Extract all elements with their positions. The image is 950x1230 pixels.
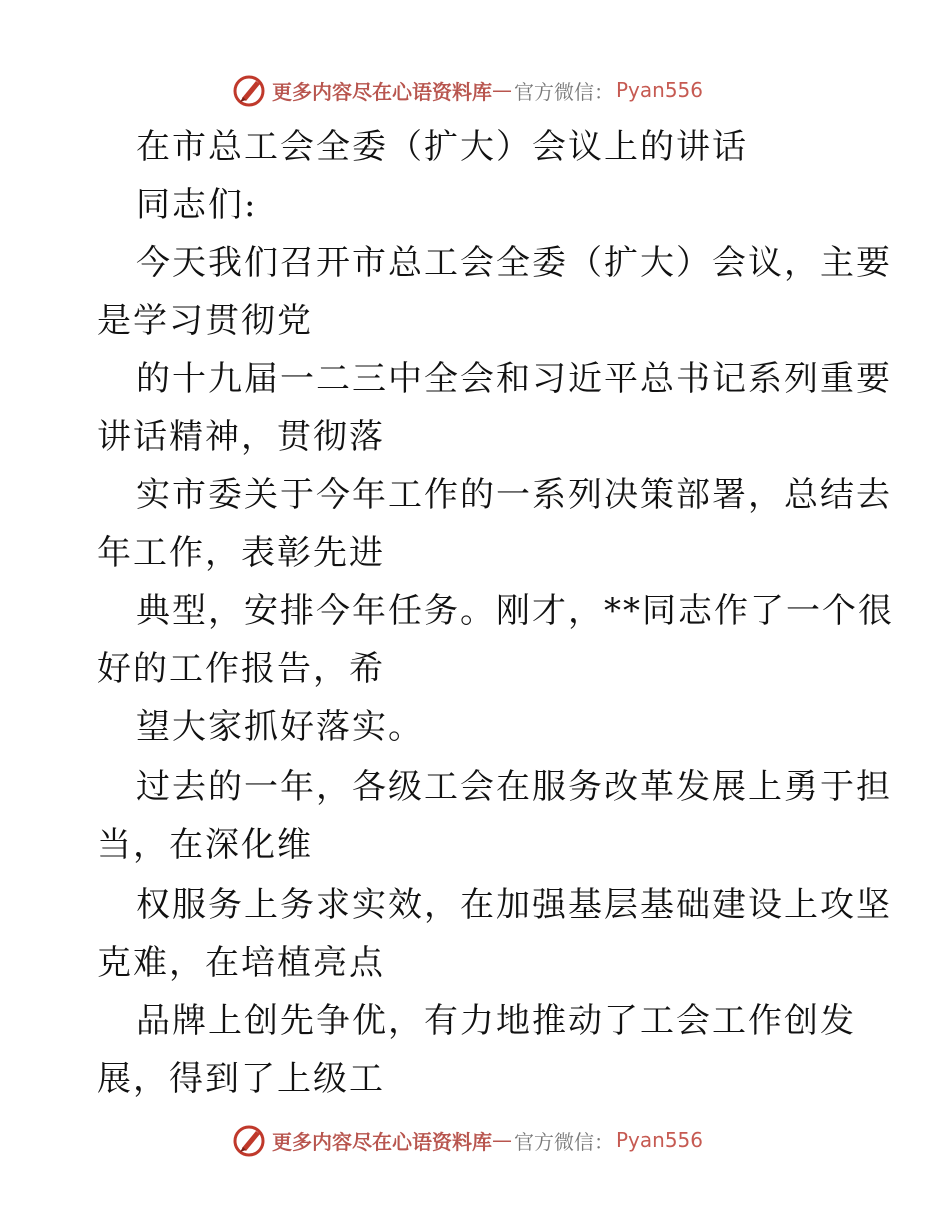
text-line: 是学习贯彻党 (97, 301, 313, 341)
text-line: 典型，安排今年任务。刚才，**同志作了一个很 (136, 591, 894, 631)
text-line: 讲话精神，贯彻落 (97, 417, 385, 457)
banner-dash: — (492, 1128, 512, 1152)
text-line: 克难，在培植亮点 (97, 943, 385, 983)
pen-logo-icon (232, 72, 268, 108)
text-line: 展，得到了上级工 (97, 1059, 385, 1099)
document-title: 在市总工会全委（扩大）会议上的讲话 (136, 127, 748, 167)
text-line: 过去的一年，各级工会在服务改革发展上勇于担 (136, 767, 892, 807)
banner-main-text: 更多内容尽在心语资料库 (272, 79, 492, 104)
salutation: 同志们: (136, 185, 258, 225)
banner-dash: — (492, 78, 512, 102)
pen-logo-icon (232, 1122, 268, 1158)
header-banner (232, 72, 703, 108)
banner-wechat-id: Pyan556 (616, 78, 704, 102)
text-line: 品牌上创先争优，有力地推动了工会工作创发 (136, 1001, 856, 1041)
text-line: 望大家抓好落实。 (136, 707, 424, 747)
text-line: 好的工作报告，希 (97, 649, 385, 689)
banner-main-text: 更多内容尽在心语资料库 (272, 1129, 492, 1154)
banner-wechat-label: 官方微信： (514, 1129, 614, 1154)
banner-wechat-label: 官方微信： (514, 79, 614, 104)
text-line: 实市委关于今年工作的一系列决策部署，总结去 (136, 475, 892, 515)
text-line: 今天我们召开市总工会全委（扩大）会议，主要 (136, 243, 892, 283)
text-line: 权服务上务求实效，在加强基层基础建设上攻坚 (136, 885, 892, 925)
text-line: 的十九届一二三中全会和习近平总书记系列重要 (136, 359, 892, 399)
banner-wechat-id: Pyan556 (616, 1128, 704, 1152)
text-line: 当，在深化维 (97, 825, 313, 865)
text-line: 年工作，表彰先进 (97, 533, 385, 573)
footer-banner (232, 1122, 703, 1158)
